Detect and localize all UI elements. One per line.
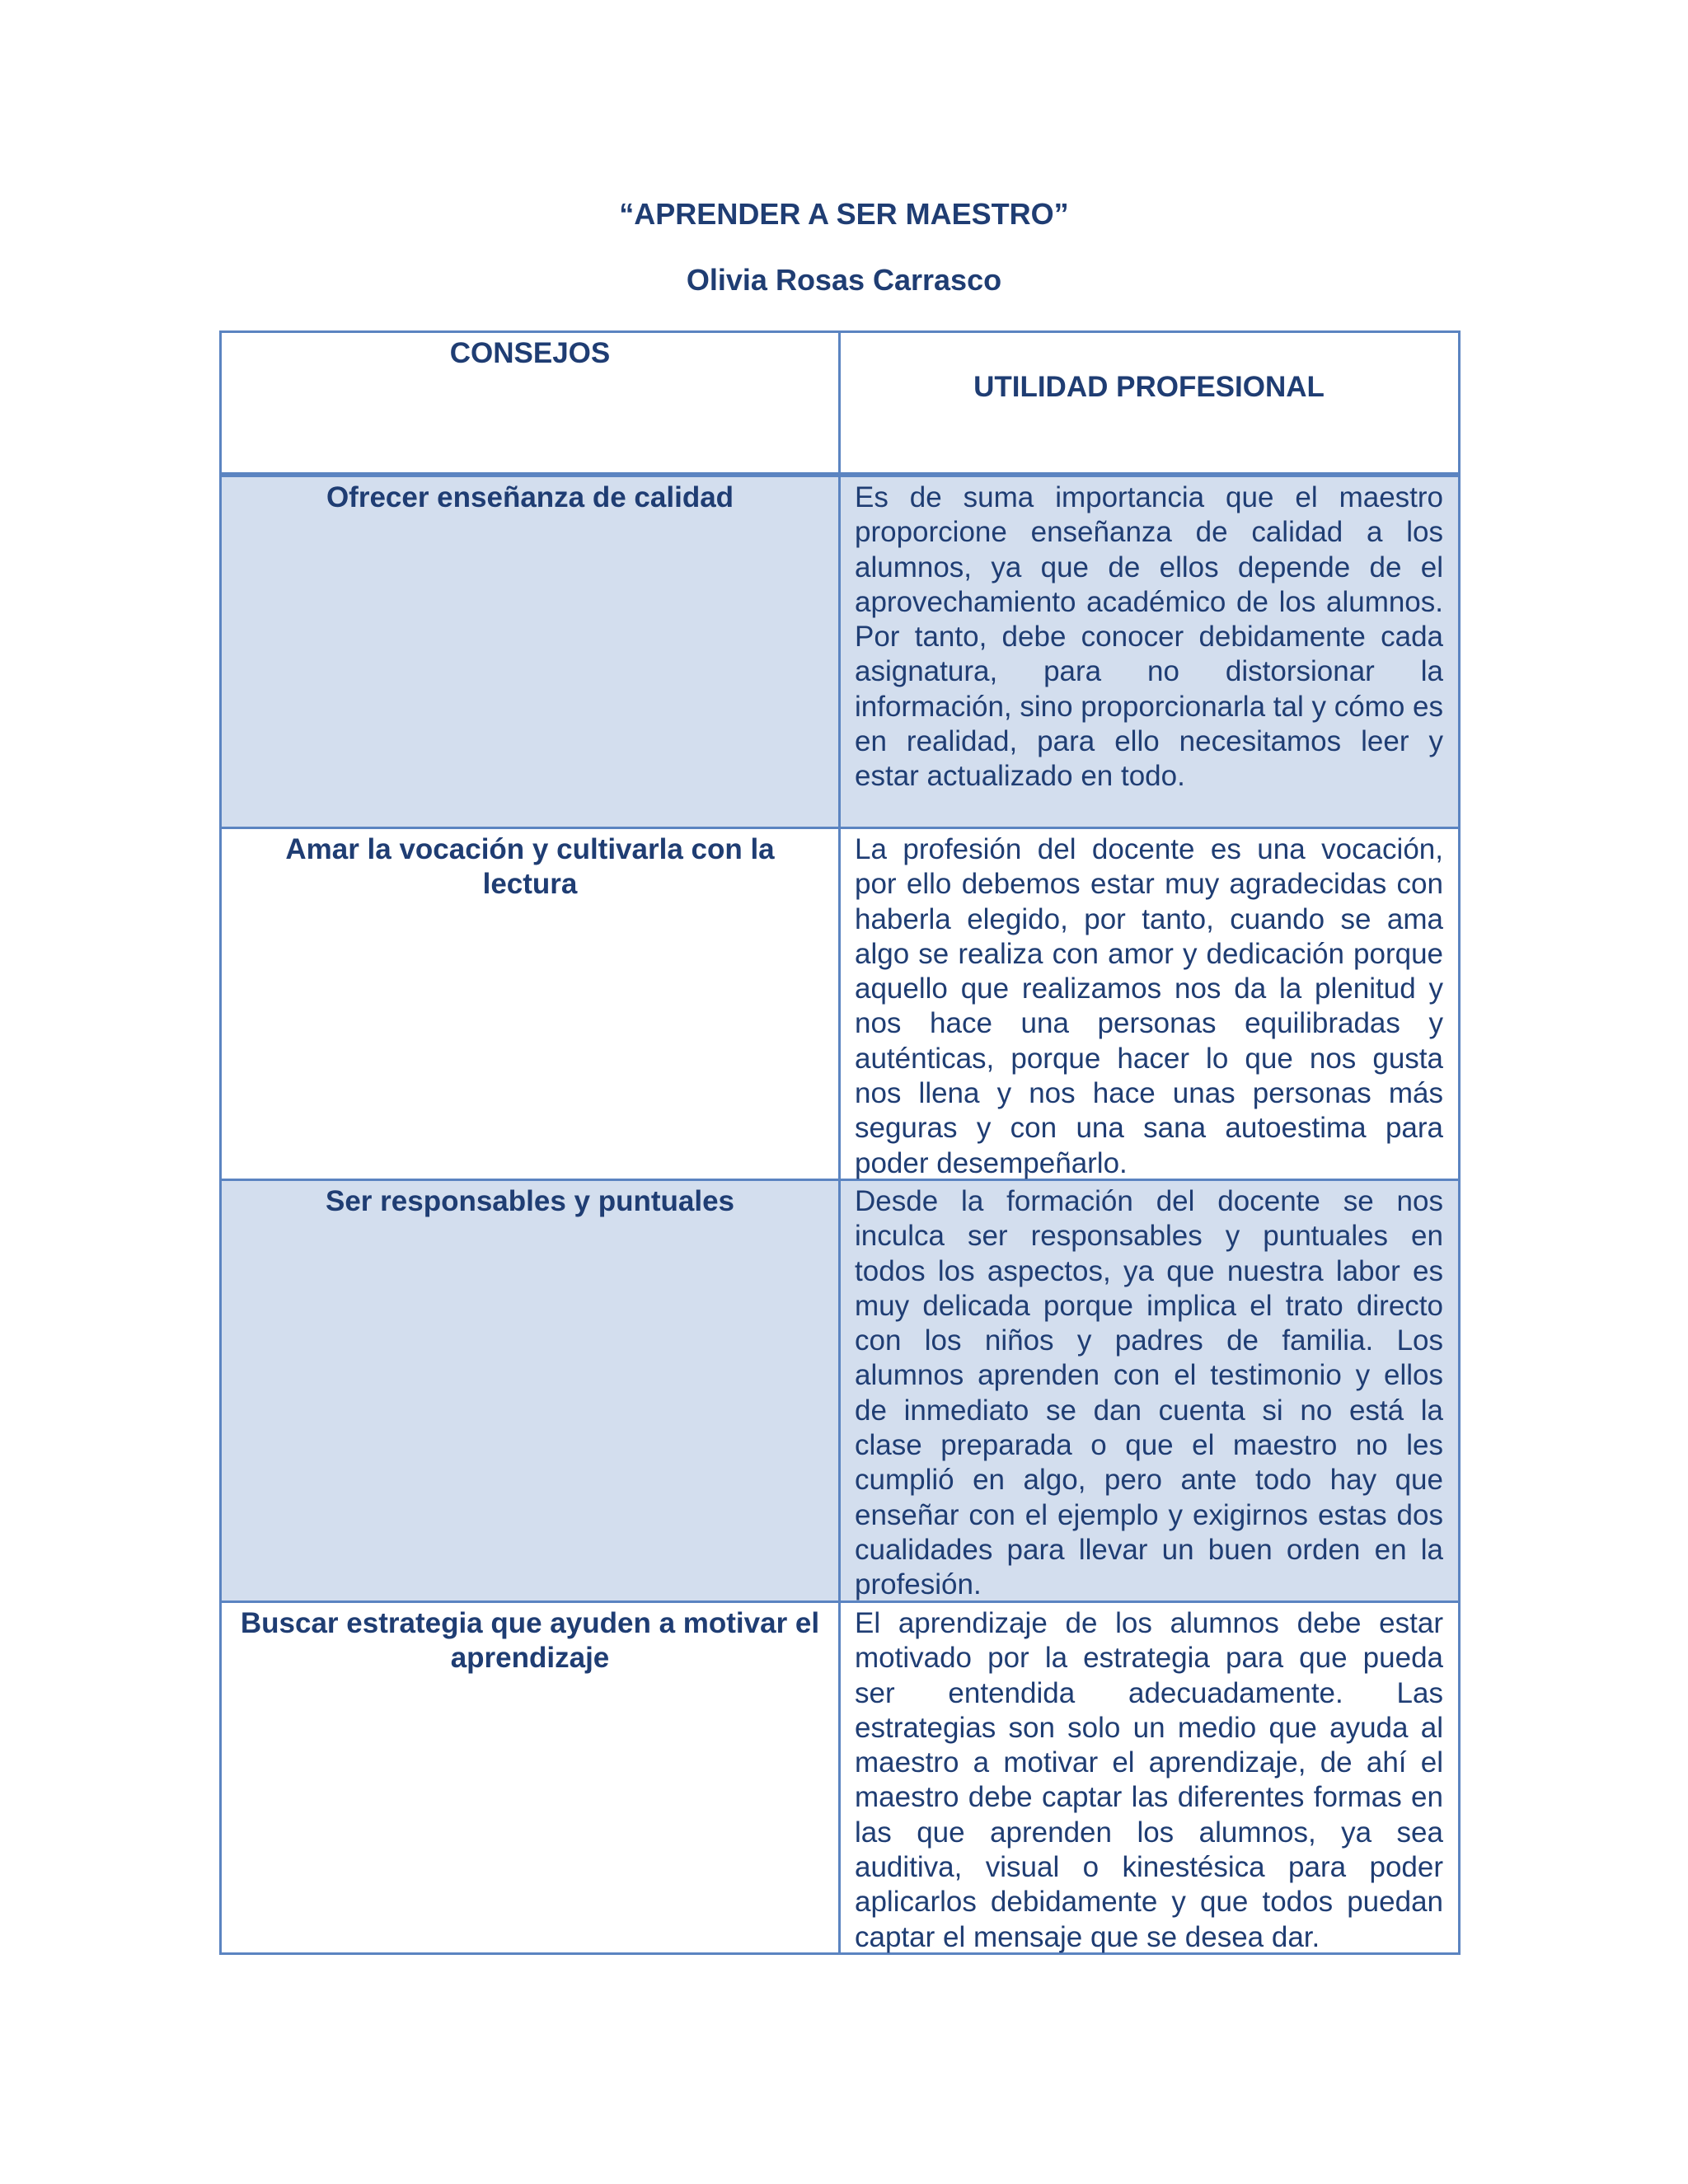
utilidad-cell: El aprendizaje de los alumnos debe estar motivado por la estrategia para que pueda ser entendida adecuadamente. Las estrategias son solo un medio que ayuda al maestro a motivar el aprendizaje, de ahí el maestro debe captar las diferentes formas en las que aprenden los alumnos, ya sea auditiva, visual o kinestésica para poder aplicarlos debidamente y que todos puedan captar el mensaje que se desea dar.: [855, 1607, 1443, 1953]
document-author: Olivia Rosas Carrasco: [686, 263, 1002, 297]
consejo-cell: Buscar estrategia que ayuden a motivar el aprendizaje: [222, 1603, 841, 1952]
consejo-cell: Ser responsables y puntuales: [222, 1181, 841, 1601]
utilidad-cell: La profesión del docente es una vocación, por ello debemos estar muy agradecidas con haberla elegido, por tanto, cuando se ama algo se realiza con amor y dedicación porque aquello que realizamos nos da la plenitud y nos hace una personas equilibradas y auténticas, porque hacer lo que nos gusta nos llena y nos hace unas personas más seguras y con una sana autoestima para poder desempeñarlo.: [855, 833, 1443, 1179]
header-utilidad-profesional: UTILIDAD PROFESIONAL: [973, 371, 1325, 403]
utilidad-cell: Desde la formación del docente se nos inculca ser responsables y puntuales en todos los aspectos, ya que nuestra labor es muy delicada porque implica el trato directo con los niños y padres de familia. Los alumnos aprenden con el testimonio y ellos de inmediato se dan cuenta si no está la clase preparada o que el maestro no les cumplió en algo, pero ante todo hay que enseñar con el ejemplo y exigirnos estas dos cualidades para llevar un buen orden en la profesión.: [855, 1185, 1443, 1601]
utilidad-cell: Es de suma importancia que el maestro proporcione enseñanza de calidad a los alumnos, ya que de ellos depende de el aprovechamiento académico de los alumnos. Por tanto, debe conocer debidamente cada asignatura, para no distorsionar la información, sino proporcionarla tal y cómo es en realidad, para ello necesitamos leer y estar actualizado en todo.: [855, 481, 1443, 793]
advice-table: [219, 330, 1461, 1955]
document-title: “APRENDER A SER MAESTRO”: [619, 197, 1069, 231]
table-row: [222, 475, 1458, 827]
table-header-row: [222, 333, 1458, 475]
table-row: [222, 1179, 1458, 1601]
consejo-cell: Ofrecer enseñanza de calidad: [222, 477, 841, 827]
table-row: [222, 827, 1458, 1179]
table-row: [222, 1601, 1458, 1952]
consejo-cell: Amar la vocación y cultivarla con la lectura: [222, 829, 841, 1179]
header-consejos: CONSEJOS: [222, 333, 841, 472]
